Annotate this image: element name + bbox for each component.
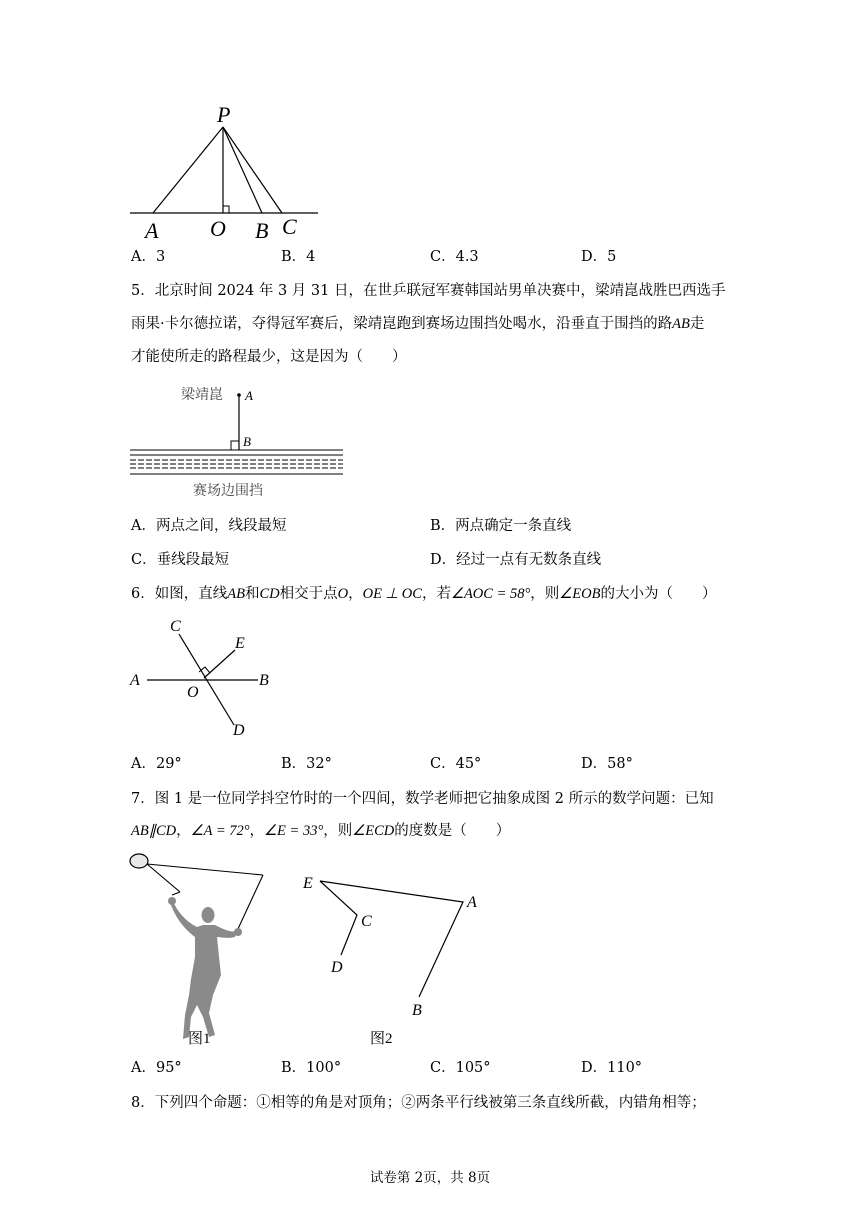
q4-option-c: C．4.3 (430, 249, 479, 265)
label-point-b: B (243, 434, 251, 449)
q5-option-c: C．垂线段最短 (131, 552, 230, 568)
label-c: C (361, 913, 372, 930)
q7-comma1: ， (176, 823, 191, 839)
q7-tail: 的度数是（ ） (394, 823, 511, 839)
label-barrier: 赛场边围挡 (193, 484, 263, 499)
label-p: P (217, 102, 231, 127)
q7-comma2: ， (249, 823, 265, 839)
label-c: C (282, 214, 297, 239)
q6-option-b: B．32° (281, 756, 332, 772)
q6-point-o: O (337, 586, 349, 602)
q6-option-c: C．45° (430, 756, 482, 772)
q6-pre: 6．如图，直线 (131, 586, 228, 602)
label-b: B (412, 1002, 422, 1019)
label-o: O (210, 216, 226, 241)
label-b: B (255, 218, 269, 243)
q7-option-a: A．95° (131, 1060, 182, 1076)
q6-perp: OE ⊥ OC (362, 586, 422, 602)
q4-option-d: D．5 (581, 249, 617, 265)
label-person: 梁靖崑 (181, 388, 223, 403)
q8-line1: 8．下列四个命题：①相等的角是对顶角；②两条平行线被第三条直线所截，内错角相等； (131, 1095, 706, 1111)
q7-then: ，则 (323, 823, 353, 839)
figure-q4-triangle (125, 100, 325, 245)
q6-option-d: D．58° (581, 756, 633, 772)
q6-asked-angle: ∠EOB (559, 586, 601, 602)
label-a: A (467, 894, 477, 911)
q6-comma: ， (348, 586, 363, 602)
q6-stem (131, 584, 716, 604)
q7-angle-a: ∠A = 72° (190, 823, 250, 839)
q5-line1: 5．北京时间 2024 年 3 月 31 日，在世乒联冠军赛韩国站男单决赛中，梁靖崑战胜巴西选手 (131, 283, 726, 299)
q7-option-d: D．110° (581, 1060, 643, 1076)
figure-q6-lines (125, 612, 285, 742)
label-a: A (145, 218, 159, 243)
q5-line2-text: 雨果·卡尔德拉诺，夺得冠军赛后，梁靖崑跑到赛场边围挡处喝水，沿垂直于围挡的路 (131, 316, 673, 332)
label-e: E (235, 635, 245, 652)
label-a: A (130, 672, 140, 689)
fig1-caption: 图1 (188, 1031, 211, 1047)
q5-option-a: A．两点之间，线段最短 (131, 518, 287, 534)
q6-option-a: A．29° (131, 756, 182, 772)
q7-option-b: B．100° (281, 1060, 342, 1076)
q5-segment-ab: AB (672, 316, 690, 332)
q7-line2 (131, 821, 510, 841)
q6-tail: 的大小为（ ） (600, 586, 717, 602)
q5-line2 (131, 314, 704, 334)
q5-line3: 才能使所走的路程最少，这是因为（ ） (131, 349, 407, 365)
q7-angle-e: ∠E = 33° (264, 823, 324, 839)
q6-line-ab: AB (227, 586, 245, 602)
figure-q5-barrier (125, 378, 355, 503)
q6-then: ，则 (530, 586, 560, 602)
fig2-caption: 图2 (370, 1031, 393, 1047)
label-e: E (303, 875, 313, 892)
q6-line-cd: CD (259, 586, 280, 602)
label-d: D (233, 722, 245, 739)
figure-q7-geometry (295, 870, 490, 1055)
q6-mid: 相交于点 (279, 586, 338, 602)
q4-option-b: B．4 (281, 249, 316, 265)
q5-option-d: D．经过一点有无数条直线 (430, 552, 602, 568)
q4-option-a: A．3 (131, 249, 166, 265)
q7-parallel: AB∥CD (131, 823, 177, 839)
label-b: B (259, 672, 269, 689)
q6-if: ，若 (421, 586, 451, 602)
page-footer: 试卷第 2页，共 8页 (369, 1170, 491, 1186)
label-point-a: A (245, 388, 253, 403)
q7-line1: 7．图 1 是一位同学抖空竹时的一个四间，数学老师把它抽象成图 2 所示的数学问题：已知 (131, 791, 714, 807)
label-o: O (187, 684, 199, 701)
q6-and: 和 (244, 586, 260, 602)
q7-asked-angle: ∠ECD (352, 823, 395, 839)
q7-option-c: C．105° (430, 1060, 491, 1076)
q5-line2-end: 走 (689, 316, 705, 332)
label-c: C (170, 618, 181, 635)
figure-q7-diabolo-player (125, 845, 275, 1055)
q5-option-b: B．两点确定一条直线 (430, 518, 572, 534)
label-d: D (331, 959, 343, 976)
person-silhouette (168, 897, 242, 1039)
q6-condition: ∠AOC = 58° (450, 586, 531, 602)
